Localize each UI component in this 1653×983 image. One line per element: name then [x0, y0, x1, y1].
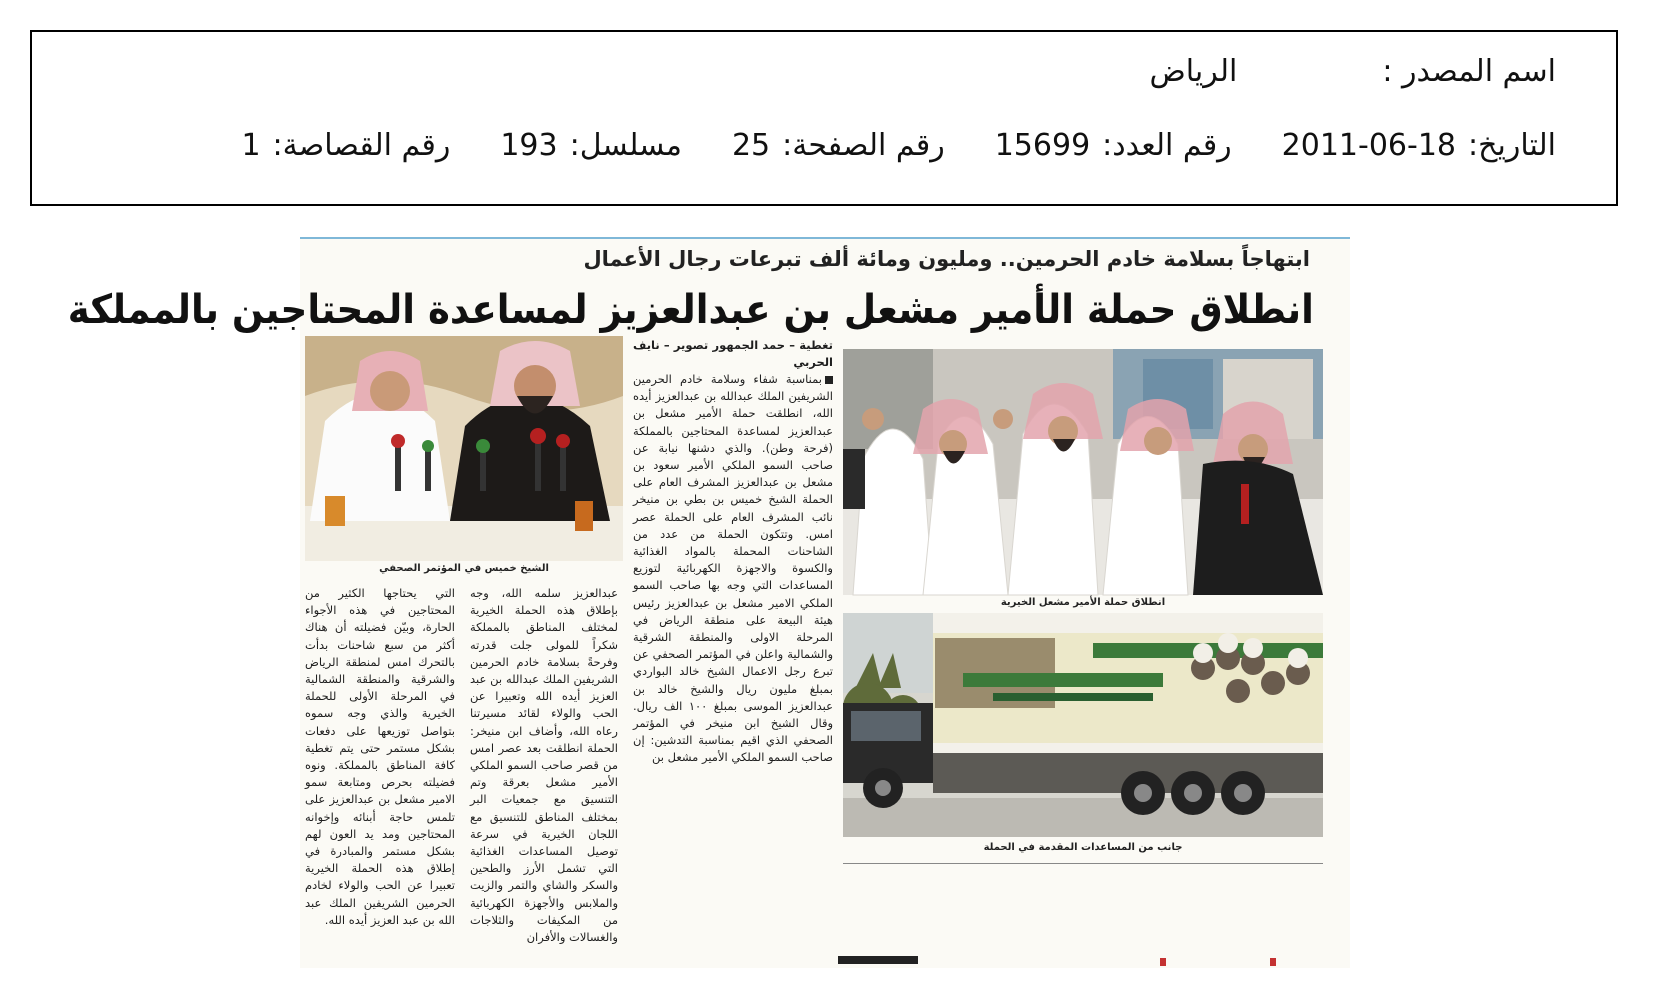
launch-photo — [843, 349, 1323, 595]
clip-value: 1 — [241, 128, 261, 163]
press-conference-photo — [305, 336, 623, 561]
byline: تغطية – حمد الجمهور تصوير – نايف الحربي — [633, 338, 833, 369]
newspaper-clipping — [67, 237, 1350, 968]
next-article-fragment — [830, 952, 1350, 968]
source-value: الرياض — [1149, 54, 1238, 89]
column-right-text: بمناسبة شفاء وسلامة خادم الحرمين الشريفين الملك عبدالله بن عبدالعزيز أيده الله، انطلقت حملة الأمير مشعل بن عبدالعزيز لمساعدة المحتاجين بالمملكة (فرحة وطن). والذي دشنها نيابة عن صاحب السمو الملكي الأمير سعود بن مشعل بن عبدالعزيز المشرف العام على الحملة الشيخ خميس بن بطي بن منيخر نائب المشرف العام على الحملة عصر امس. وتتكون الحملة من عدد من الشاحنات المحملة بالمواد الغذائية والكسوة والاجهزة الكهربائية لتوزيع المساعدات التي وجه بها صاحب السمو الملكي الامير مشعل بن عبدالعزيز رئيس هيئة البيعة على منطقة الرياض في المرحلة الاولى والمنطقة الشرقية والشمالية واعلن في المؤتمر الصحفي عن تبرع رجل الاعمال الشيخ خالد البواردي بمبلغ مليون ريال والشيخ خالد بن عبدالعزيز الموسى بمبلغ ١٠٠ الف ريال. وقال الشيخ ابن منيخر في المؤتمر الصحفي الذي اقيم بمناسبة التدشين: إن صاحب السمو الملكي الأمير مشعل بن — [633, 372, 834, 765]
page-value: 25 — [731, 128, 771, 163]
text-column-middle — [470, 585, 618, 965]
caption-launch: انطلاق حملة الأمير مشعل الخيرية — [1000, 597, 1166, 608]
caption-press: الشيخ خميس في المؤتمر الصحفي — [379, 563, 549, 574]
issue-label: رقم العدد: — [1102, 128, 1232, 163]
truck-photo — [843, 613, 1323, 837]
metadata-box — [30, 30, 1618, 206]
source-label: اسم المصدر : — [1382, 54, 1556, 89]
date-label: التاريخ: — [1468, 128, 1556, 163]
article-kicker: ابتهاجاً بسلامة خادم الحرمين.. ومليون ومائة ألف تبرعات رجال الأعمال — [583, 247, 1310, 271]
serial-label: مسلسل: — [569, 128, 682, 163]
top-rule — [300, 237, 1350, 239]
page-label: رقم الصفحة: — [782, 128, 945, 163]
article-headline: انطلاق حملة الأمير مشعل بن عبدالعزيز لمساعدة المحتاجين بالمملكة — [67, 287, 1314, 333]
column-middle-text: عبدالعزيز سلمه الله، وجه بإطلاق هذه الحملة الخيرية لمختلف المناطق بالمملكة شكراً للمولى جلت قدرته وفرحةً بسلامة خادم الحرمين الشريفين الملك عبدالله بن عبد العزيز أيده الله وتعبيرا عن الحب والولاء لقائد مسيرتنا رعاه الله، وأضاف ابن منيخر: الحملة انطلقت بعد عصر امس من قصر صاحب السمو الملكي الأمير مشعل بعرقة وتم التنسيق مع جمعيات البر بمختلف المناطق للتنسيق مع اللجان الخيرية في سرعة توصيل المساعدات الغذائية التي تشمل الأرز والطحين والسكر والشاي والتمر والزيت والملابس والأجهزة الكهربائية من المكيفات والثلاجات والغسالات والأفران — [470, 586, 618, 945]
text-column-right — [633, 337, 833, 957]
source-row — [1150, 54, 1556, 89]
caption-truck: جانب من المساعدات المقدمة في الحملة — [983, 842, 1183, 853]
date-value: 2011-06-18 — [1281, 128, 1457, 163]
issue-value: 15699 — [994, 128, 1091, 163]
details-row — [241, 128, 1556, 163]
text-column-left — [305, 585, 455, 965]
serial-value: 193 — [500, 128, 558, 163]
column-separator — [843, 863, 1323, 864]
bullet-square-icon — [825, 376, 833, 384]
column-left-text: التي يحتاجها الكثير من المحتاجين في هذه الأجواء الحارة، وبيّن فضيلته أن هناك أكثر من سبع شاحنات بدأت بالتحرك امس لمنطقة الرياض والشرقية والمنطقة الشمالية في المرحلة الأولى للحملة الخيرية والذي وجه سموه بتواصل توزيعها على دفعات بشكل مستمر حتى يتم تغطية كافة المناطق بالمملكة. ونوه فضيلته بحرص ومتابعة سمو الامير مشعل بن عبدالعزيز على تلمس حاجة أبنائه وإخوانه المحتاجين ومد يد العون لهم بشكل مستمر والمبادرة في إطلاق هذه الحملة الخيرية تعبيرا عن الحب والولاء لخادم الحرمين الشريفين الملك عبد الله بن عبد العزيز أيده الله. — [305, 586, 455, 927]
clip-label: رقم القصاصة: — [272, 128, 451, 163]
